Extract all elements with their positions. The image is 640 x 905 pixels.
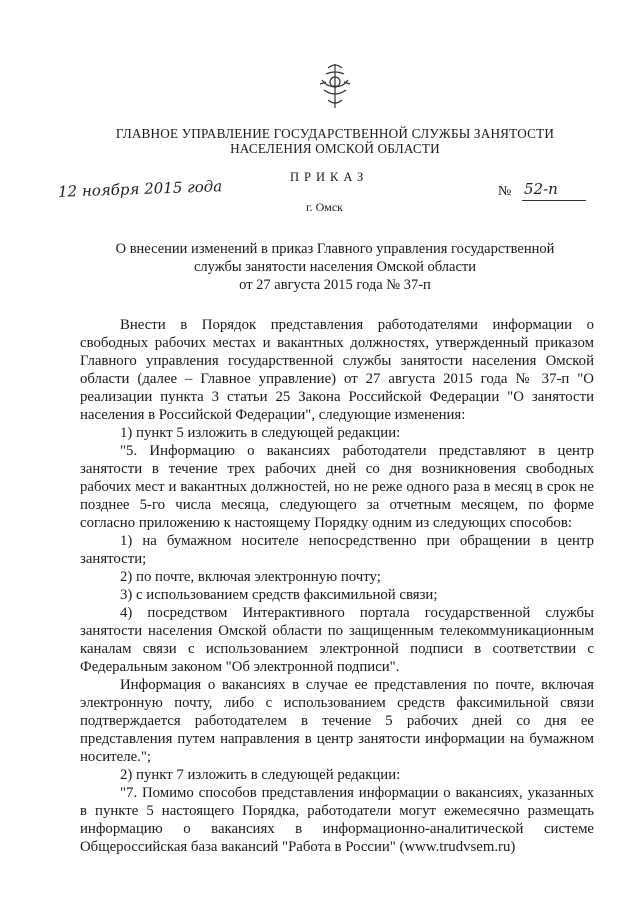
paragraph-intro: Внести в Порядок представления работодателями информации о свободных рабочих местах и вакантных должностях, утвержденный приказом Главного управления государственной службы занятости населения Омской области (далее – Главное управление) от 27 августа 2015 года № 37-п "О реализации пункта 3 статьи 25 Закона Российской Федерации "О занятости населения в Российской Федерации", следующие изменения: [80,317,594,423]
paragraph-method-4: 4) посредством Интерактивного портала государственной службы занятости населения Омской области по защищенным телекоммуникационным каналам связи с использованием электронной подписи в соответствии с Федеральным законом "Об электронной подписи". [80,605,594,675]
paragraph-method-1: 1) на бумажном носителе непосредственно при обращении в центр занятости; [80,533,594,567]
paragraph-confirmation: Информация о вакансиях в случае ее представления по почте, включая электронную почту, либо с использованием средств факсимильной связи подтверждается работодателем в течение 5 рабочих дней со дня ее представления путем направления в центр занятости информации на бумажном носителе."; [80,677,594,765]
order-body [80,316,594,856]
paragraph-method-3: 3) с использованием средств факсимильной связи; [120,587,438,603]
number-label: № [498,184,512,199]
handwritten-date: 12 ноября 2015 года [57,177,223,201]
paragraph-method-2: 2) по почте, включая электронную почту; [120,569,381,585]
order-subject [70,240,600,294]
subject-line-3: от 27 августа 2015 года № 37-п [239,277,431,293]
paragraph-point-7: "7. Помимо способов представления информации о вакансиях, указанных в пункте 5 настоящего Порядка, работодатели могут ежемесячно размещать информацию о вакансиях в информационно-аналитической системе Общероссийская база вакансий "Работа в России" (www.trudvsem.ru) [80,785,594,855]
paragraph-item-1: 1) пункт 5 изложить в следующей редакции: [120,425,401,441]
org-line-2: НАСЕЛЕНИЯ ОМСКОЙ ОБЛАСТИ [230,141,440,156]
subject-line-1: О внесении изменений в приказ Главного управления государственной [115,241,555,257]
paragraph-point-5: "5. Информацию о вакансиях работодатели представляют в центр занятости в течение трех рабочих дней со дня возникновения свободных рабочих мест и вакантных должностей, но не реже одного раза в месяц в срок не позднее 5-го числа месяца, следующего за отчетным месяцем, по форме согласно приложению к настоящему Порядку одним из следующих способов: [80,443,594,531]
subject-line-2: службы занятости населения Омской области [193,259,477,275]
org-line-1: ГЛАВНОЕ УПРАВЛЕНИЕ ГОСУДАРСТВЕННОЙ СЛУЖБЫ ЗАНЯТОСТИ [115,126,555,141]
coat-of-arms-emblem [316,60,354,112]
city: г. Омск [306,200,343,214]
document-type: ПРИКАЗ [290,170,369,184]
paragraph-item-2: 2) пункт 7 изложить в следующей редакции: [120,767,401,783]
organization-name [100,126,570,156]
number-underline [522,200,586,201]
handwritten-number: 52-п [524,180,558,198]
